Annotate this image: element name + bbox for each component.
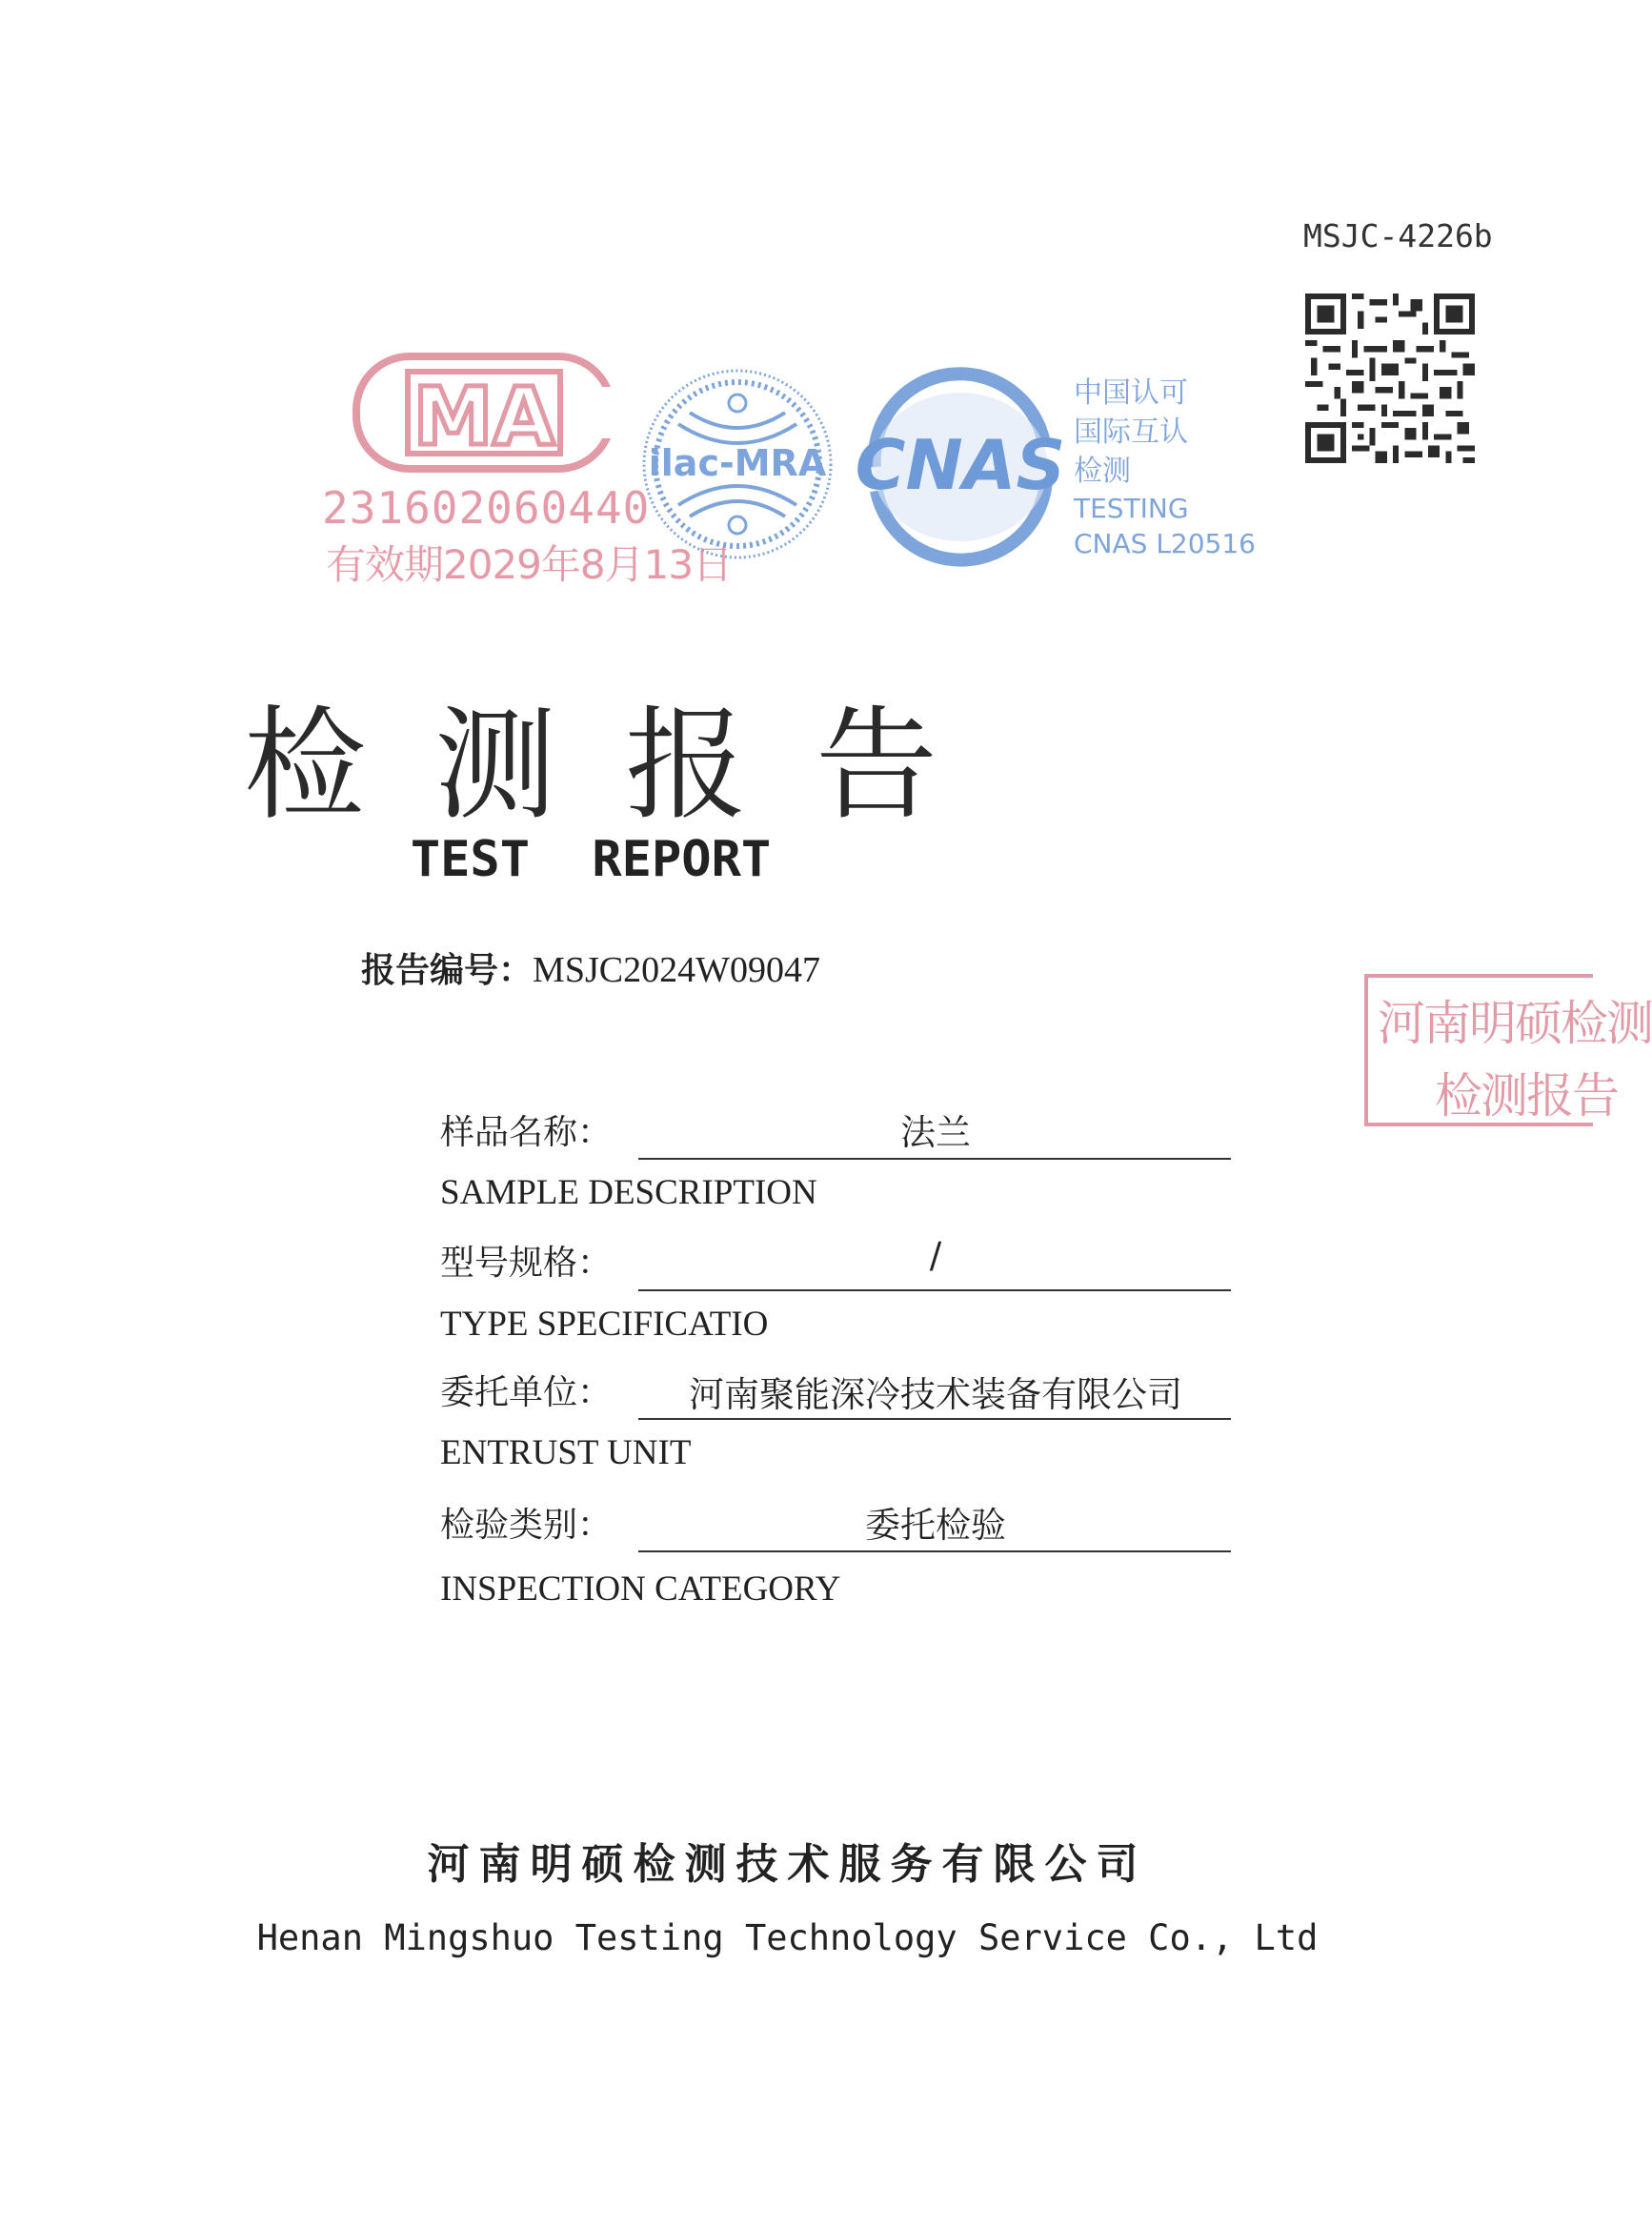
field-label-en: INSPECTION CATEGORY [440,1570,841,1609]
report-number-value: MSJC2024W09047 [533,950,820,990]
report-title-en: TEST REPORT [410,831,772,888]
field-label-cn: 型号规格： [440,1244,613,1283]
ilac-text: ilac-MRA [648,442,827,484]
field-underline [638,1550,1231,1552]
document-code: MSJC-4226b [1303,217,1493,254]
report-title-cn: 检测报告 [243,695,1006,837]
field-label-en: SAMPLE DESCRIPTION [440,1173,817,1212]
cnas-line-3: 检测 [1074,455,1131,488]
field-value: 法兰 [900,1112,971,1153]
field-label-cn: 检验类别： [440,1506,613,1545]
field-label-en: ENTRUST UNIT [440,1433,692,1472]
field-label-cn: 样品名称： [440,1113,613,1152]
cma-logo-icon [351,351,617,475]
field-value: 委托检验 [865,1505,1006,1546]
cma-cert-number: 231602060440 [322,482,651,534]
company-name-cn: 河南明硕检测技术服务有限公司 [427,1840,1148,1889]
company-name-en: Henan Mingshuo Testing Technology Service Co., Ltd [256,1917,1319,1958]
stamp-line-2: 检测报告 [1435,1068,1618,1124]
cma-validity: 有效期2029年8月13日 [326,541,733,588]
cnas-logo-text: CNAS [855,425,1066,505]
report-number-label: 报告编号： [361,951,534,990]
cnas-line-4: TESTING [1074,493,1189,524]
field-value: / [929,1235,942,1276]
cma-mark [322,351,733,588]
company-seal-stamp [1364,974,1652,1126]
stamp-line-1: 河南明硕检测 [1378,996,1652,1051]
field-underline [638,1418,1231,1420]
report-number [0,943,1181,992]
field-value: 河南聚能深冷技术装备有限公司 [689,1374,1182,1415]
field-underline [638,1289,1231,1291]
cnas-line-1: 中国认可 [1074,376,1188,410]
cnas-line-5: CNAS L20516 [1074,528,1256,559]
cnas-accreditation-text [1074,374,1256,561]
qr-code-icon [1305,294,1475,463]
field-underline [638,1158,1231,1160]
ilac-mra-seal-icon [640,367,836,562]
cma-logo-text: MA [413,370,555,463]
cnas-line-2: 国际互认 [1074,415,1188,449]
cnas-seal-icon [846,376,1073,557]
field-label-en: TYPE SPECIFICATIO [440,1305,769,1344]
field-label-cn: 委托单位： [440,1373,613,1412]
